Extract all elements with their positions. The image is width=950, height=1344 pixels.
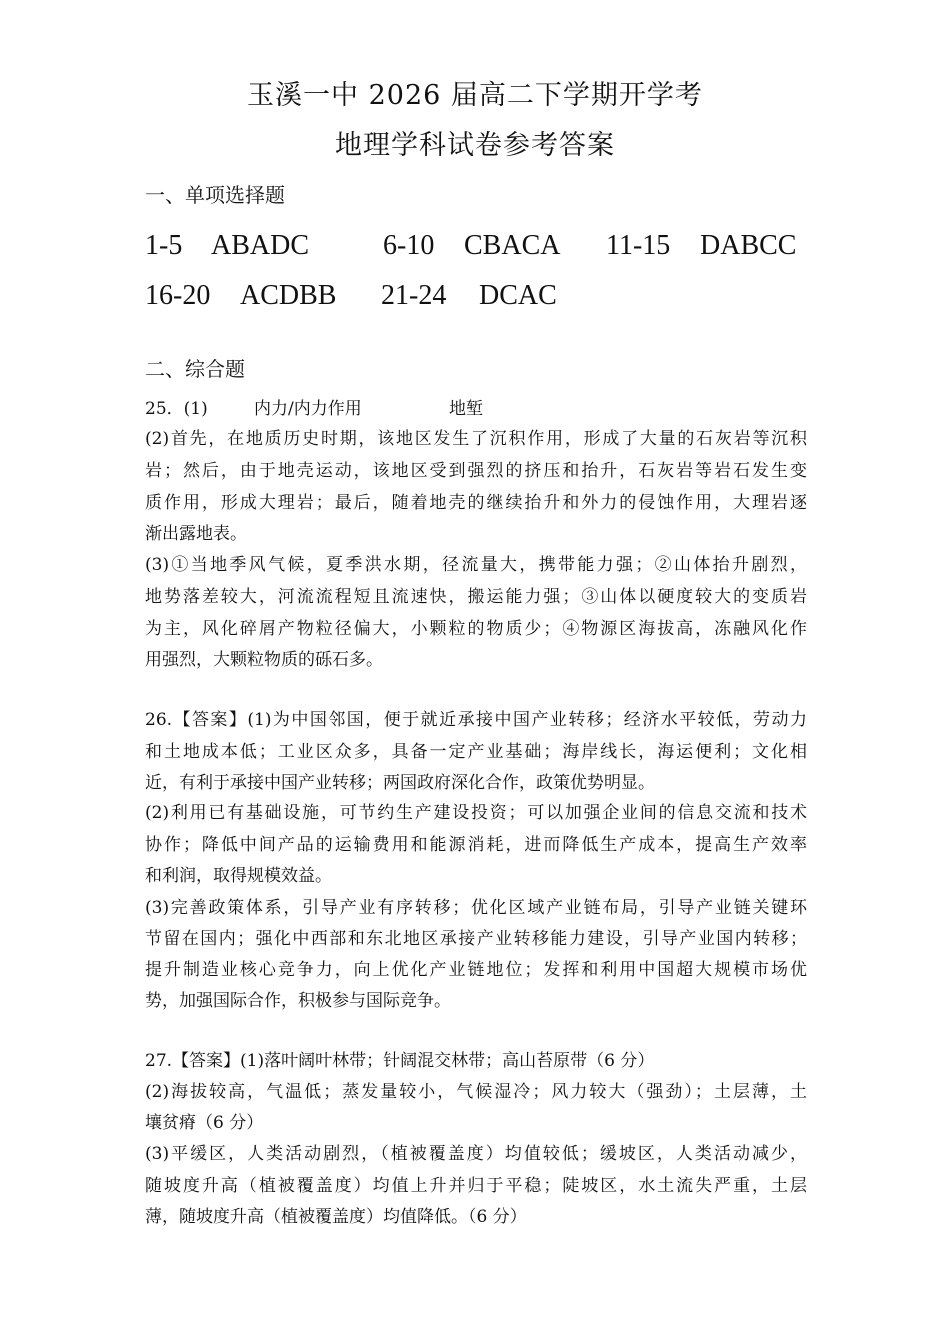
text-line: 提升制造业核心竞争力，向上优化产业链地位；发挥和利用中国超大规模市场优 xyxy=(145,960,807,980)
text-line: 近，有利于承接中国产业转移；两国政府深化合作，政策优势明显。 xyxy=(145,773,655,793)
text-line: 渐出露地表。 xyxy=(145,524,247,544)
text-line: 壤贫瘠（6 分） xyxy=(145,1113,264,1133)
text-line: 势，加强国际合作，积极参与国际竞争。 xyxy=(145,991,451,1011)
text-line: (3)①当地季风气候，夏季洪水期，径流量大，携带能力强；②山体抬升剧烈， xyxy=(145,555,807,575)
mc-range: 21-24 xyxy=(381,280,447,311)
q25-part1-label: 25．(1) xyxy=(145,399,208,419)
page-subtitle: 地理学科试卷参考答案 xyxy=(335,130,615,161)
text-line: 地势落差较大，河流流程短且流速快，搬运能力强；③山体以硬度较大的变质岩 xyxy=(145,587,807,607)
mc-range: 6-10 xyxy=(383,230,435,261)
text-line: 节留在国内；强化中西部和东北地区承接产业转移能力建设，引导产业国内转移； xyxy=(145,929,807,949)
text-line: (3)平缓区，人类活动剧烈，（植被覆盖度）均值较低；缓坡区，人类活动减少， xyxy=(145,1144,807,1164)
text-line: 质作用，形成大理岩；最后，随着地壳的继续抬升和外力的侵蚀作用，大理岩逐 xyxy=(145,493,807,513)
text-line: 薄，随坡度升高（植被覆盖度）均值降低。（6 分） xyxy=(145,1207,527,1227)
text-line: 岩；然后，由于地壳运动，该地区受到强烈的挤压和抬升，石灰岩等岩石发生变 xyxy=(145,461,807,481)
text-line: (2)利用已有基础设施，可节约生产建设投资；可以加强企业间的信息交流和技术 xyxy=(145,803,807,823)
page-title: 玉溪一中 2026 届高二下学期开学考 xyxy=(247,80,703,111)
text-line: (2)首先，在地质历史时期，该地区发生了沉积作用，形成了大量的石灰岩等沉积 xyxy=(145,429,807,449)
mc-range: 1-5 xyxy=(145,230,183,261)
mc-answer-letters: ACDBB xyxy=(240,280,337,311)
text-line: 为主，风化碎屑产物粒径偏大，小颗粒的物质少；④物源区海拔高，冻融风化作 xyxy=(145,619,807,639)
q25-part1-answer-a: 内力/内力作用 xyxy=(254,399,362,419)
section-heading-comprehensive: 二、综合题 xyxy=(145,357,245,381)
text-line: (3)完善政策体系，引导产业有序转移；优化区域产业链布局，引导产业链关键环 xyxy=(145,898,807,918)
text-line: 26.【答案】(1)为中国邻国，便于就近承接中国产业转移；经济水平较低，劳动力 xyxy=(145,710,807,730)
mc-answer-letters: ABADC xyxy=(211,230,310,261)
text-line: 27.【答案】(1)落叶阔叶林带；针阔混交林带；高山苔原带（6 分） xyxy=(145,1051,655,1071)
text-line: 随坡度升高（植被覆盖度）均值上升并归于平稳；陡坡区，水土流失严重，土层 xyxy=(145,1176,807,1196)
mc-answer-letters: DCAC xyxy=(479,280,557,311)
q25-part1-answer-b: 地堑 xyxy=(449,399,483,419)
text-line: 和利润，取得规模效益。 xyxy=(145,866,332,886)
mc-range: 16-20 xyxy=(145,280,211,311)
text-line: 和土地成本低；工业区众多，具备一定产业基础；海岸线长，海运便利；文化相 xyxy=(145,742,807,762)
text-line: (2)海拔较高，气温低；蒸发量较小，气候湿冷；风力较大（强劲）；土层薄，土 xyxy=(145,1082,807,1102)
mc-range: 11-15 xyxy=(606,230,671,261)
mc-answer-letters: DABCC xyxy=(700,230,797,261)
section-heading-multiple-choice: 一、单项选择题 xyxy=(145,183,285,207)
text-line: 协作；降低中间产品的运输费用和能源消耗，进而降低生产成本，提高生产效率 xyxy=(145,835,807,855)
mc-answer-letters: CBACA xyxy=(464,230,561,261)
text-line: 用强烈，大颗粒物质的砾石多。 xyxy=(145,650,383,670)
